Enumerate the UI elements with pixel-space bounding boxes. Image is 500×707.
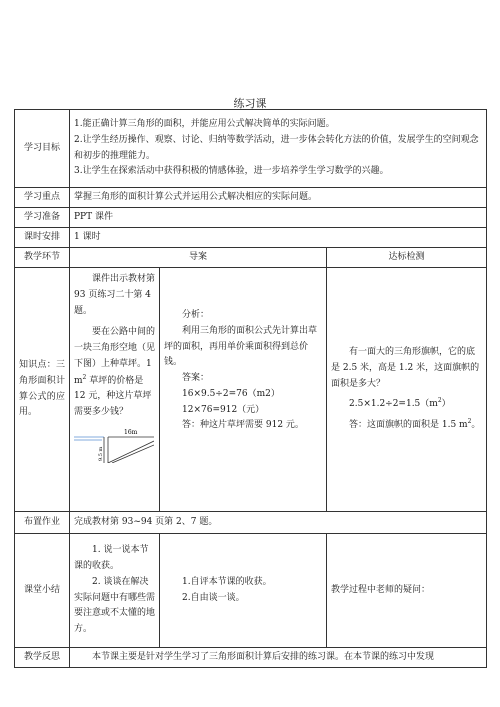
- exercise-question: [74, 325, 155, 421]
- homework-text: 完成教材第 93~94 页第 2、7 题。: [70, 512, 487, 534]
- summary-activity: 1.自评本节课的收获。: [182, 576, 272, 587]
- focus-row: [15, 188, 487, 208]
- summary-left: [70, 534, 160, 648]
- answer-text: 答：种这片草坪需要 912 元。: [182, 420, 304, 431]
- summary-activity: 2.自由谈一谈。: [182, 592, 245, 603]
- time-text: 1 课时: [70, 228, 487, 248]
- check-calc-sup: 2: [437, 397, 442, 405]
- summary-mid: [160, 534, 327, 648]
- answer-title: 答案：: [182, 373, 210, 383]
- check-answer-sup: 2: [467, 418, 472, 426]
- exercise-question-sup: 2: [82, 373, 87, 381]
- check-calc-b: ）: [441, 399, 451, 410]
- goal-item: 1.能正确计算三角形的面积，并能应用公式解决简单的实际问题。: [74, 119, 335, 129]
- calc-line: 16×9.5÷2=76（m2）: [182, 388, 280, 399]
- reflection-row: [15, 648, 487, 668]
- time-row: [15, 228, 487, 248]
- check-cell: [327, 268, 487, 512]
- summary-item: 1. 说一说本节课的收获。: [74, 545, 149, 571]
- page-title: 练习课: [233, 97, 267, 110]
- analysis-text: 利用三角形的面积公式先计算出草坪的面积，再用单价乘面积得到总价钱。: [164, 325, 318, 368]
- goal-item: 2.让学生经历操作、观察、讨论、归纳等数学活动，进一步体会转化方法的价值，发展学生的空间观念和初步的推理能力。: [74, 134, 479, 161]
- summary-item: 2. 谈谈在解决实际问题中有哪些需要注意或不太懂的地方。: [74, 576, 156, 634]
- guide-cell: [160, 268, 327, 512]
- exercise-question-b: 草坪的价格是 12 元，种这片草坪需要多少钱？: [74, 375, 152, 417]
- reflection-text: 本节课主要是针对学生学习了三角形面积计算后安排的练习课。在本节课的练习中发现: [70, 648, 487, 668]
- goal-item: 3.让学生在探索活动中获得积极的情感体验，进一步培养学生学习数学的兴趣。: [74, 166, 389, 177]
- goals-label: 学习目标: [15, 110, 70, 188]
- road-triangle-figure: [74, 425, 154, 463]
- check-calc: [331, 396, 482, 413]
- homework-label: 布置作业: [15, 512, 70, 534]
- knowledge-row: [15, 268, 487, 512]
- focus-label: 学习重点: [15, 188, 70, 208]
- exercise-source: 课件出示教材第 93 页练习二十第 4 题。: [74, 274, 156, 316]
- diagonal-road: [108, 441, 154, 463]
- lesson-plan-table: [14, 109, 487, 668]
- figure-height-label: 9.5 m: [98, 446, 104, 461]
- prep-text: PPT 课件: [70, 208, 487, 228]
- reflection-label: 教学反思: [15, 648, 70, 668]
- check-calc-a: 2.5×1.2÷2=1.5（m: [349, 399, 438, 410]
- check-question: 有一面大的三角形旗帜，它的底是 2.5 米，高是 1.2 米，这面旗帜的面积是多大？: [331, 347, 480, 389]
- check-header: 达标检测: [327, 248, 487, 268]
- time-label: 课时安排: [15, 228, 70, 248]
- header-row: [15, 248, 487, 268]
- knowledge-label: 知识点：三角形面积计算公式的应用。: [15, 268, 70, 512]
- summary-right: 教学过程中老师的疑问：: [327, 534, 487, 648]
- prep-row: [15, 208, 487, 228]
- check-answer: [331, 417, 482, 434]
- figure-base-label: 16m: [124, 428, 138, 436]
- summary-row: [15, 534, 487, 648]
- stage-header: 教学环节: [15, 248, 70, 268]
- exercise-question-a: 要在公路中间的一块三角形空地（见下图）上种草坪。1 m: [74, 327, 156, 386]
- summary-label: 课堂小结: [15, 534, 70, 648]
- check-answer-b: 。: [471, 420, 481, 431]
- goals-content: [70, 110, 487, 188]
- prep-label: 学习准备: [15, 208, 70, 228]
- analysis-title: 分析：: [182, 310, 210, 320]
- diagonal-road: [112, 445, 154, 463]
- homework-row: [15, 512, 487, 534]
- goals-row: [15, 110, 487, 188]
- guide-header: 导案: [70, 248, 327, 268]
- check-answer-a: 答：这面旗帜的面积是 1.5 m: [349, 420, 468, 431]
- exercise-cell: [70, 268, 160, 512]
- focus-text: 掌握三角形的面积计算公式并运用公式解决相应的实际问题。: [70, 188, 487, 208]
- calc-line: 12×76=912（元）: [182, 404, 265, 415]
